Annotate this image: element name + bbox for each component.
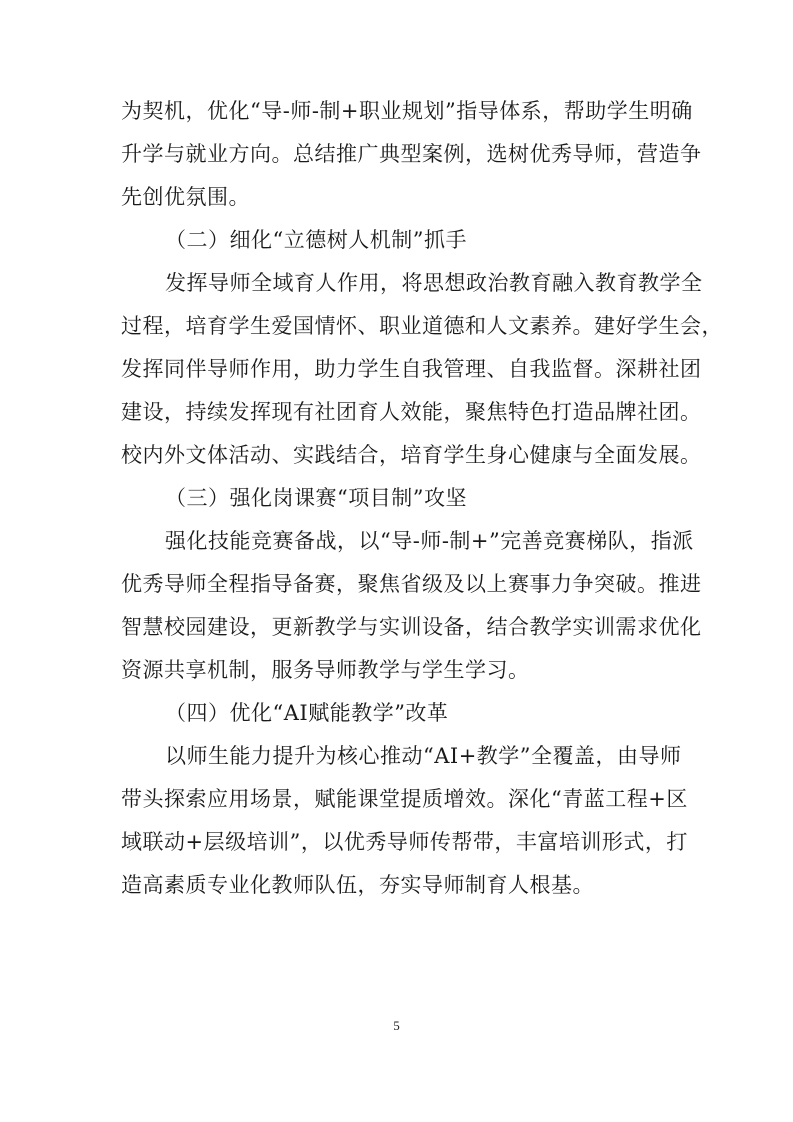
page-number: 5 (393, 1018, 400, 1033)
paragraph-line: 智慧校园建设，更新教学与实训设备，结合教学实训需求优化 (121, 615, 702, 639)
paragraph-line: 过程，培育学生爱国情怀、职业道德和人文素养。建好学生会， (121, 314, 723, 338)
paragraph-line: 发挥导师全域育人作用，将思想政治教育融入教育教学全 (165, 271, 703, 295)
paragraph-line: 升学与就业方向。总结推广典型案例，选树优秀导师，营造争 (121, 142, 702, 166)
paragraph-line: 域联动+层级培训”，以优秀导师传帮带，丰富培训形式，打 (121, 830, 688, 854)
paragraph-line: 带头探索应用场景，赋能课堂提质增效。深化“青蓝工程+区 (121, 787, 688, 811)
section-heading-4: （四）优化“AI赋能教学”改革 (165, 701, 449, 725)
paragraph-line: 发挥同伴导师作用，助力学生自我管理、自我监督。深耕社团 (121, 357, 702, 381)
paragraph-line: 造高素质专业化教师队伍，夯实导师制育人根基。 (121, 873, 594, 897)
paragraph-line: 资源共享机制，服务导师教学与学生学习。 (121, 658, 530, 682)
section-heading-2: （二）细化“立德树人机制”抓手 (165, 228, 467, 252)
paragraph-line: 校内外文体活动、实践结合，培育学生身心健康与全面发展。 (121, 443, 702, 467)
section-heading-3: （三）强化岗课赛“项目制”攻坚 (165, 486, 467, 510)
paragraph-line: 优秀导师全程指导备赛，聚焦省级及以上赛事力争突破。推进 (121, 572, 702, 596)
paragraph-line: 为契机，优化“导-师-制+职业规划”指导体系，帮助学生明确 (121, 99, 693, 123)
paragraph-line: 强化技能竞赛备战，以“导-师-制+”完善竞赛梯队，指派 (165, 529, 694, 553)
document-body (121, 90, 721, 907)
paragraph-line: 先创优氛围。 (121, 185, 250, 209)
paragraph-line: 建设，持续发挥现有社团育人效能，聚焦特色打造品牌社团。 (121, 400, 702, 424)
paragraph-line: 以师生能力提升为核心推动“AI+教学”全覆盖，由导师 (165, 744, 682, 768)
